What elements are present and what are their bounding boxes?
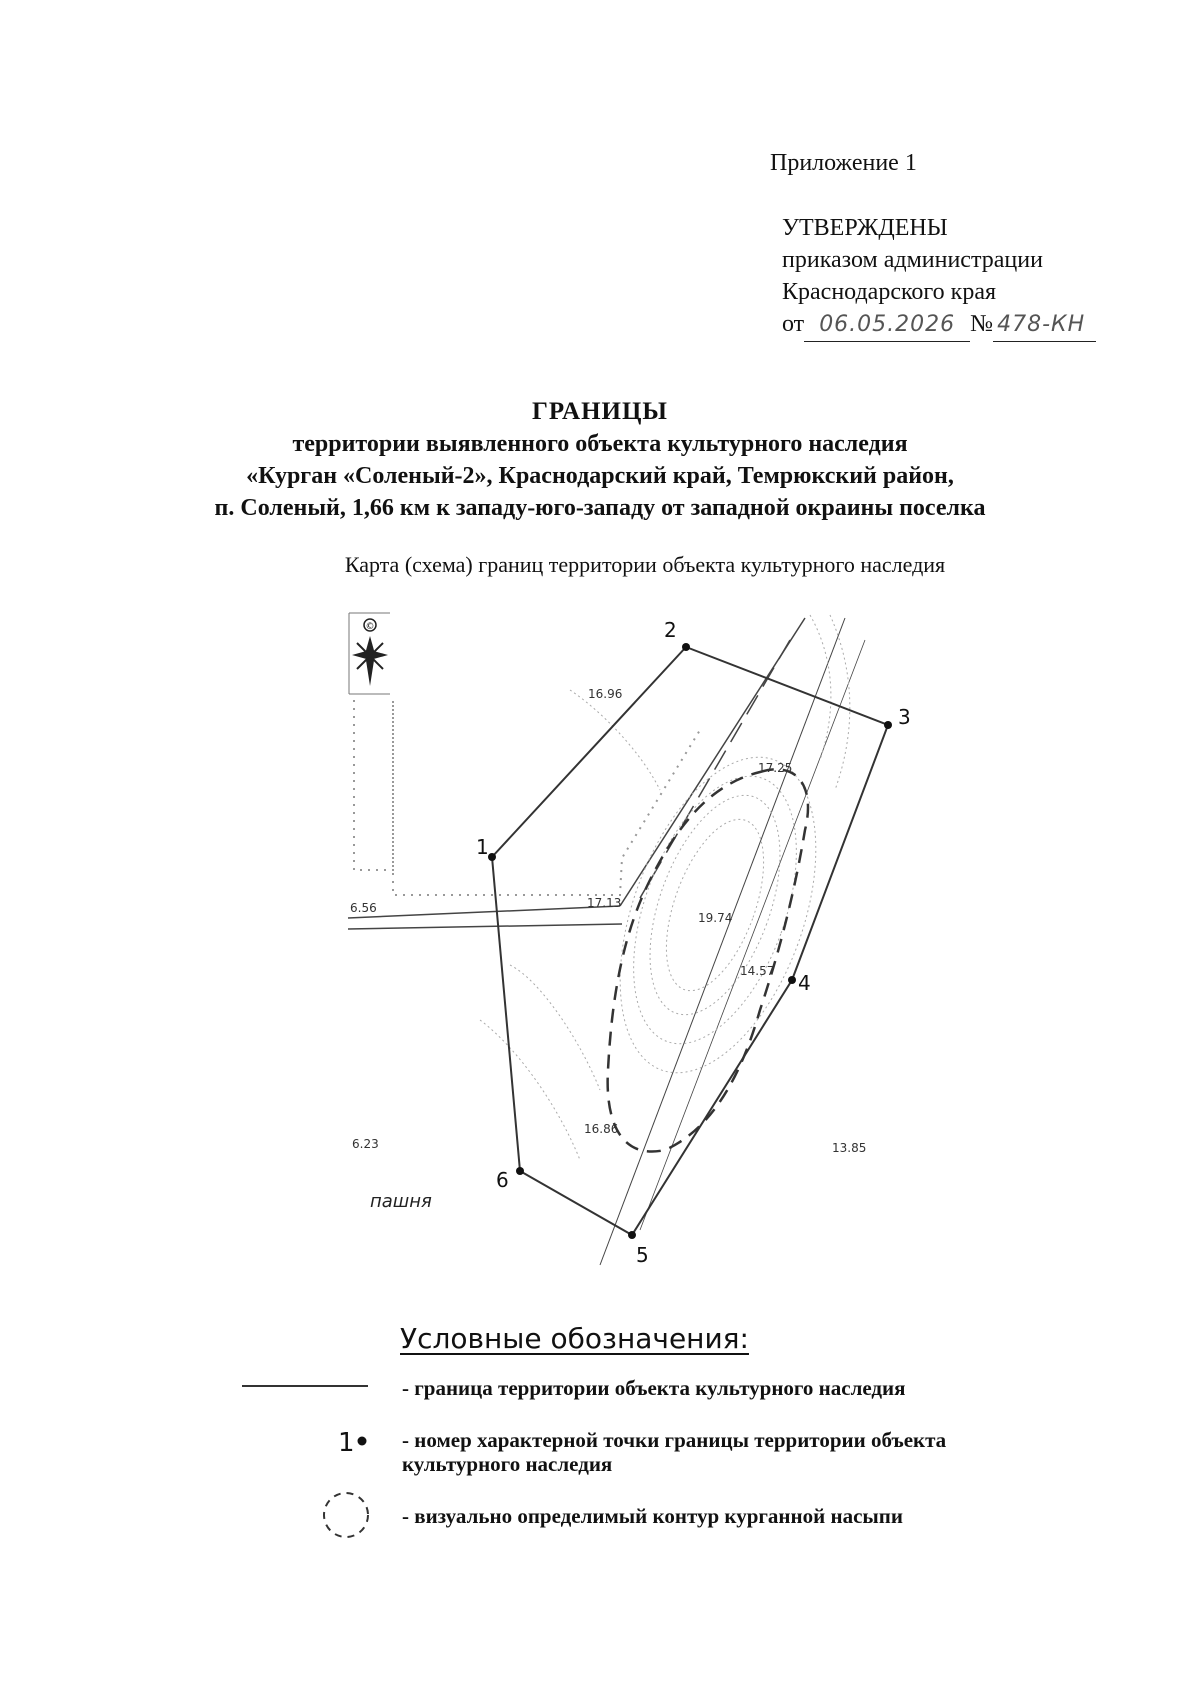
title-main: ГРАНИЦЫ: [532, 398, 668, 425]
point-label-2: 2: [664, 618, 677, 642]
elevation-label: 16.86: [584, 1122, 619, 1136]
boundary-point-6: [516, 1167, 524, 1175]
compass-symbol: ©: [365, 622, 375, 632]
legend-boundary-text: - граница территории объекта культурного наследия: [402, 1376, 906, 1400]
title-line-2: «Курган «Соленый-2», Краснодарский край, Темрюкский район,: [246, 463, 954, 489]
elevation-label: 17.25: [758, 761, 793, 775]
boundary-point-2: [682, 643, 690, 651]
legend-point-text: - номер характерной точки границы территории объекта культурного наследия: [402, 1428, 947, 1476]
compass-icon: [349, 613, 390, 694]
elevation-label: 19.74: [698, 911, 733, 925]
boundary-point-5: [628, 1231, 636, 1239]
elevation-label: 6.56: [350, 901, 377, 915]
field-label: пашня: [370, 1191, 432, 1212]
number-sign: №: [970, 311, 994, 337]
approved-region-line: Краснодарского края: [782, 279, 997, 305]
boundary-point-1: [488, 853, 496, 861]
elevation-label: 14.57: [740, 964, 775, 978]
point-label-4: 4: [798, 971, 811, 995]
legend-mound-text: - визуально определимый контур курганной насыпи: [402, 1504, 903, 1528]
legend-point-number: 1: [338, 1428, 355, 1458]
elevation-label: 17.13: [587, 896, 622, 910]
boundary-point-4: [788, 976, 796, 984]
title-line-1: территории выявленного объекта культурного наследия: [292, 431, 908, 457]
point-label-6: 6: [496, 1168, 509, 1192]
legend-title: Условные обозначения:: [400, 1322, 749, 1355]
dotted-field-boundary: [354, 700, 700, 895]
point-label-3: 3: [898, 705, 911, 729]
order-prefix: от: [782, 311, 805, 337]
contour-lines: [480, 615, 854, 1160]
title-line-3: п. Соленый, 1,66 км к западу-юго-западу от западной окраины поселка: [214, 495, 986, 521]
boundary-point-3: [884, 721, 892, 729]
point-label-5: 5: [636, 1243, 649, 1267]
order-date: 06.05.2026: [804, 309, 970, 342]
road-lines: [348, 618, 865, 1265]
map-subtitle: Карта (схема) границ территории объекта культурного наследия: [344, 552, 946, 577]
elevation-label: 16.96: [588, 687, 623, 701]
mound-contour: [608, 769, 808, 1151]
approved-by-line: приказом администрации: [782, 247, 1043, 273]
approved-heading: УТВЕРЖДЕНЫ: [782, 215, 948, 241]
elevation-label: 13.85: [832, 1141, 867, 1155]
elevation-label: 6.23: [352, 1137, 379, 1151]
appendix-label: Приложение 1: [770, 150, 917, 176]
legend-point-symbol: [358, 1437, 367, 1446]
point-label-1: 1: [476, 835, 489, 859]
legend-mound-symbol: [324, 1493, 368, 1537]
order-number: 478-КН: [993, 309, 1096, 342]
